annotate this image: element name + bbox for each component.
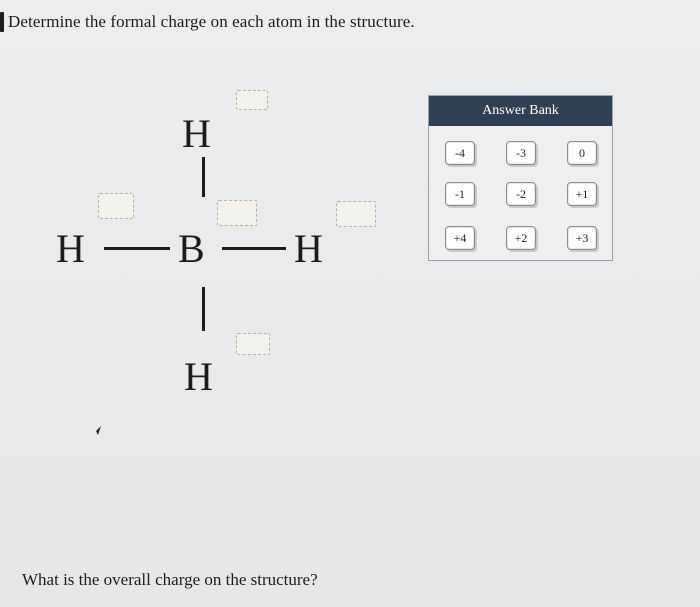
atom-h-top: H xyxy=(182,111,211,156)
answer-chip-plus-4[interactable]: +4 xyxy=(445,226,475,250)
charge-dropbox-b-center[interactable] xyxy=(217,200,257,226)
atom-h-right: H xyxy=(294,226,323,271)
overall-charge-question: What is the overall charge on the structure? xyxy=(22,570,318,589)
charge-dropbox-h-right[interactable] xyxy=(336,201,376,227)
bond-b-h-right xyxy=(222,247,286,250)
question-prompt: Determine the formal charge on each atom in the structure. xyxy=(8,12,415,31)
bond-b-h-top xyxy=(202,157,205,197)
answer-chip-minus-1[interactable]: -1 xyxy=(445,182,475,206)
charge-dropbox-h-top[interactable] xyxy=(236,90,268,110)
charge-dropbox-h-bottom[interactable] xyxy=(236,333,270,355)
atom-h-bottom: H xyxy=(184,354,213,399)
answer-chip-minus-4[interactable]: -4 xyxy=(445,141,475,165)
answer-chip-minus-3[interactable]: -3 xyxy=(506,141,536,165)
bond-h-left-b xyxy=(104,247,170,250)
answer-bank-title: Answer Bank xyxy=(429,96,612,126)
prompt-marker xyxy=(0,12,4,32)
answer-chip-minus-2[interactable]: -2 xyxy=(506,182,536,206)
answer-chip-plus-2[interactable]: +2 xyxy=(506,226,536,250)
answer-bank xyxy=(428,95,613,261)
atom-h-left: H xyxy=(56,226,85,271)
bond-b-h-bottom xyxy=(202,287,205,331)
answer-chip-zero[interactable]: 0 xyxy=(567,141,597,165)
charge-dropbox-h-left[interactable] xyxy=(98,193,134,219)
mouse-pointer-icon xyxy=(89,424,103,443)
answer-chip-plus-3[interactable]: +3 xyxy=(567,226,597,250)
atom-b-center: B xyxy=(178,226,205,271)
answer-chip-plus-1[interactable]: +1 xyxy=(567,182,597,206)
